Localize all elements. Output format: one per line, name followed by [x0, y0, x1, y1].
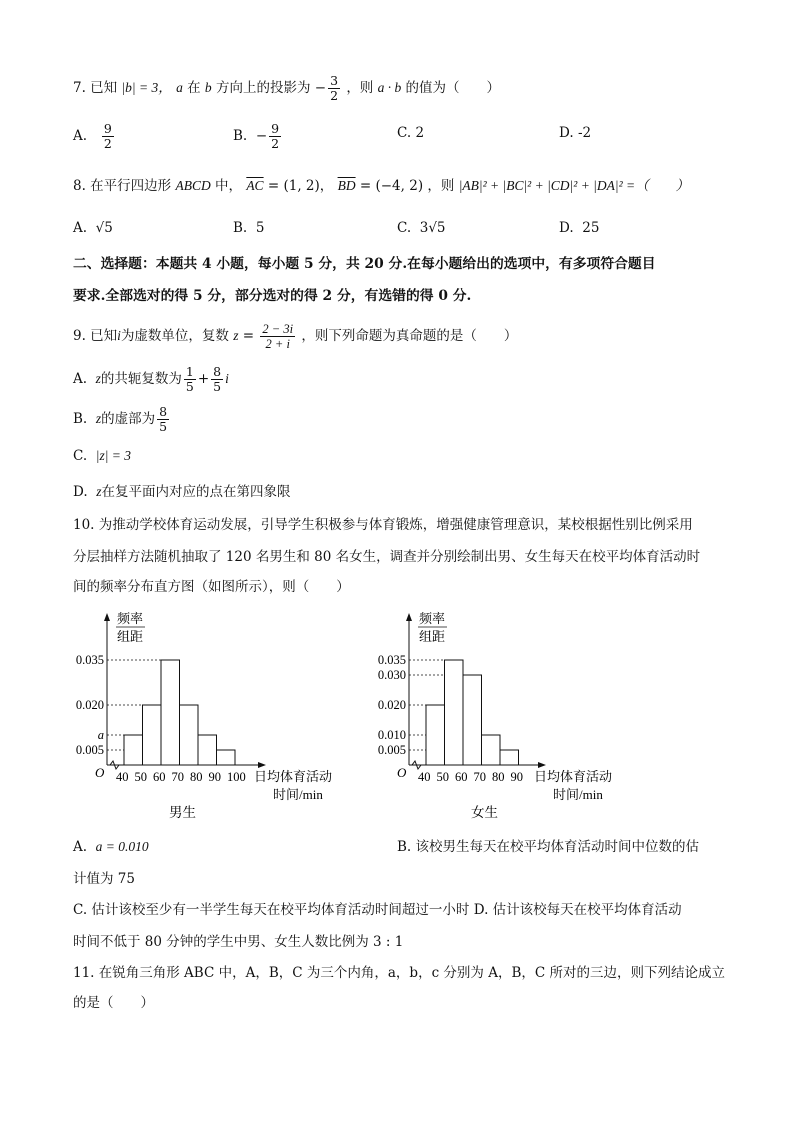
female-histogram [362, 605, 662, 825]
histogram-bar [198, 735, 217, 765]
q7-option-b[interactable]: B. − $\frac{9}{2}$ [233, 121, 280, 151]
y-tick-label: a [97, 728, 104, 742]
y-label-top: 频率 [117, 611, 144, 626]
x-tick-label: 70 [473, 770, 486, 784]
q9-option-a[interactable]: A. z的共轭复数为 $\frac{1}{5}$ + $\frac{8}{5}$ i [73, 364, 229, 394]
q9-option-c[interactable]: C. |z| = 3 [73, 448, 132, 464]
q7-option-a[interactable]: A. $\frac{9}{2}$ [73, 121, 112, 151]
q9-option-b[interactable]: B. z的虚部为 $\frac{8}{5}$ [73, 404, 168, 434]
x-label-line1: 日均体育活动 [534, 769, 613, 784]
q7-abs-b: |b| = 3， [121, 80, 172, 95]
q10-stem-line1: 10. 为推动学校体育运动发展，引导学生积极参与体育锻炼，增强健康管理意识，某校根据性别比例采用 [73, 517, 693, 533]
q11-stem-line2: 的是（ ） [73, 995, 154, 1011]
y-tick-label: 0.020 [75, 698, 104, 712]
x-axis-arrow [538, 762, 546, 768]
q10-option-d-cont: 时间不低于 80 分钟的学生中男、女生人数比例为 3 : 1 [73, 934, 404, 950]
x-label-line1: 日均体育活动 [254, 769, 333, 784]
q10-stem-line2: 分层抽样方法随机抽取了 120 名男生和 80 名女生，调查并分别绘制出男、女生每天在校平均体育活动时 [73, 549, 701, 565]
q10-stem-line3: 间的频率分布直方图（如图所示），则（ ） [73, 579, 350, 595]
x-tick-label: 80 [492, 770, 505, 784]
origin-label: O [397, 765, 407, 780]
y-tick-label: 0.005 [377, 743, 406, 757]
histogram-bar [463, 675, 482, 765]
q10-option-b[interactable]: B. 该校男生每天在校平均体育活动时间中位数的估 [397, 839, 700, 855]
origin-label: O [95, 765, 105, 780]
x-tick-label: 60 [455, 770, 468, 784]
x-label-line2: 时间/min [553, 787, 603, 802]
x-label-line2: 时间/min [273, 787, 323, 802]
q8-stem: 8. 在平行四边形 ABCD 中， $\overline{AC} = (1$, 2)， $\overline{BD} = (-4$, 2) ，则 |AB|² + |BC|² + |CD|² + |DA|² =（ ） [73, 178, 690, 194]
q10-option-b-cont: 计值为 75 [73, 871, 135, 887]
x-tick-label: 90 [208, 770, 221, 784]
histogram-bar [445, 660, 464, 765]
y-label-top: 频率 [419, 611, 446, 626]
male-histogram [60, 605, 360, 825]
y-tick-label: 0.010 [377, 728, 406, 742]
section2-heading-line1: 二、选择题：本题共 4 小题，每小题 5 分，共 20 分.在每小题给出的选项中，有多项符合题目 [73, 256, 656, 272]
x-tick-label: 40 [116, 770, 129, 784]
x-tick-label: 90 [510, 770, 523, 784]
y-label-bottom: 组距 [117, 629, 144, 644]
q7-stem: 7. 已知 |b| = 3， a 在 b 方向上的投影为 − $\frac{3}{2}$ ，则 a · b 的值为（ ） [73, 73, 501, 103]
q8-option-b[interactable]: B. 5 [233, 220, 265, 236]
q11-stem-line1: 11. 在锐角三角形 ABC 中，A，B，C 为三个内角，a，b，c 分别为 A，B，C 所对的三边，则下列结论成立 [73, 965, 726, 981]
q8-option-a[interactable]: A. √5 [73, 220, 113, 236]
y-tick-label: 0.030 [377, 668, 406, 682]
histogram-bar [500, 750, 519, 765]
histogram-bar [124, 735, 143, 765]
q9-option-d[interactable]: D. z在复平面内对应的点在第四象限 [73, 484, 291, 500]
x-axis-arrow [258, 762, 266, 768]
q8-option-d[interactable]: D. 25 [559, 220, 600, 236]
chart-title: 男生 [169, 805, 196, 820]
y-label-bottom: 组距 [419, 629, 446, 644]
section2-heading-line2: 要求.全部选对的得 5 分，部分选对的得 2 分，有选错的得 0 分. [73, 288, 472, 304]
q8-option-c[interactable]: C. 3√5 [397, 220, 446, 236]
x-tick-label: 70 [171, 770, 184, 784]
x-tick-label: 50 [436, 770, 449, 784]
histogram-bar [217, 750, 236, 765]
x-tick-label: 40 [418, 770, 431, 784]
q7-option-d[interactable]: D. -2 [559, 125, 592, 141]
x-tick-labels [418, 770, 523, 784]
q7-proj-fraction: $\frac{3}{2}$ [330, 73, 339, 103]
x-tick-label: 80 [190, 770, 203, 784]
y-axis-arrow [104, 613, 110, 621]
q10-option-c-d[interactable]: C. 估计该校至少有一半学生每天在校平均体育活动时间超过一小时 D. 估计该校每天在校平均体育活动 [73, 902, 682, 918]
y-tick-label: 0.035 [377, 653, 406, 667]
q9-stem: 9. 已知i为虚数单位，复数 z = $\frac{2 - 3i}{2 + i}$ ，则下列命题为真命题的是（ ） [73, 322, 518, 351]
q10-option-a[interactable]: A. a = 0.010 [73, 839, 149, 855]
x-tick-labels [116, 770, 246, 784]
x-tick-label: 50 [134, 770, 147, 784]
q7-option-c[interactable]: C. 2 [397, 125, 425, 141]
histogram-bar [161, 660, 180, 765]
histogram-bar [143, 705, 162, 765]
x-tick-label: 100 [227, 770, 246, 784]
y-tick-label: 0.020 [377, 698, 406, 712]
chart-title: 女生 [471, 805, 498, 820]
histogram-bar [426, 705, 445, 765]
x-tick-label: 60 [153, 770, 166, 784]
y-tick-label: 0.005 [75, 743, 104, 757]
y-tick-label: 0.035 [75, 653, 104, 667]
histogram-bar [180, 705, 199, 765]
y-axis-arrow [406, 613, 412, 621]
histogram-bar [482, 735, 501, 765]
